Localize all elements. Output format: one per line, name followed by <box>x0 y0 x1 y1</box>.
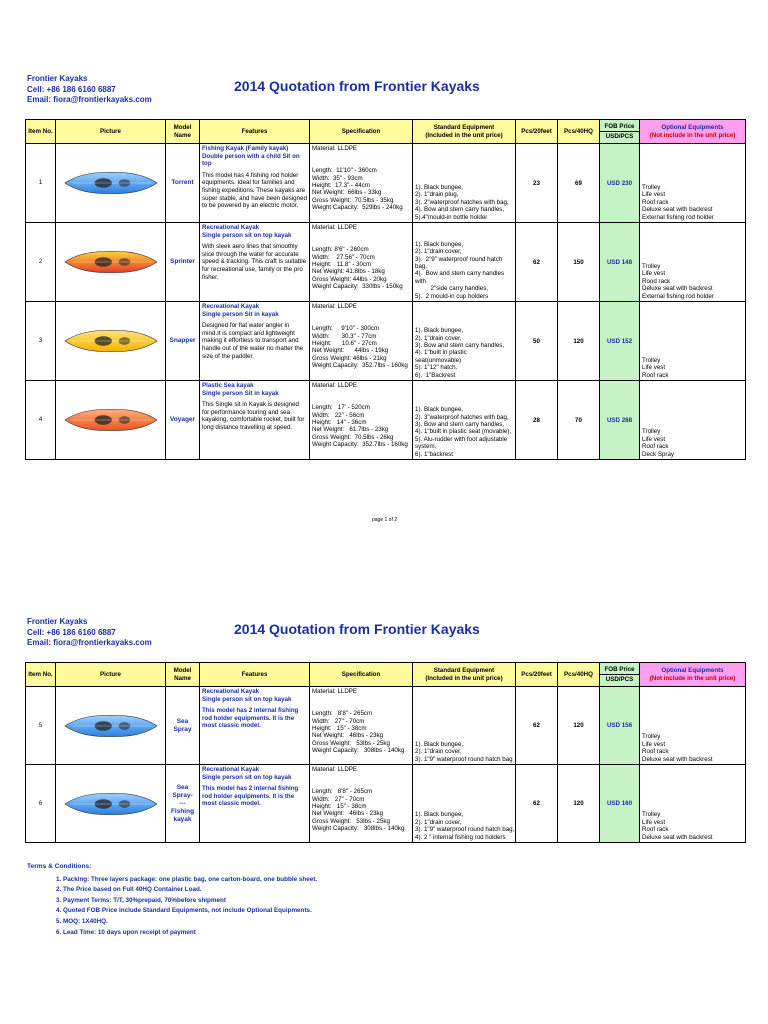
header-picture: Picture <box>56 663 166 687</box>
table-row <box>26 223 746 302</box>
header-optional-equipments <box>640 120 746 144</box>
header-features: Features <box>200 663 310 687</box>
pcs-40hq: 150 <box>558 223 600 302</box>
header-optional-equipments <box>640 663 746 687</box>
feature-title: Recreational Kayak <box>202 303 260 310</box>
item-number: 3 <box>26 302 56 381</box>
terms-item: 6. Lead Time: 10 days upon receipt of payment <box>56 928 196 936</box>
feature-subtitle: Single person Sit in kayak <box>202 389 279 397</box>
specification: Material: LLDPE Length: 8'8" - 265cm Width: 27" - 70cm Height: 15" - 38cm Net Weight: 46lbs - 23kg Gross Weight: 53lbs - 25kg Weight Capacity: 308lbs - 140kg <box>310 765 413 843</box>
item-number: 5 <box>26 687 56 765</box>
pcs-40hq: 69 <box>558 144 600 223</box>
table-row <box>26 381 746 460</box>
fob-price: USD 288 <box>600 381 640 460</box>
table-row <box>26 144 746 223</box>
company-email: Email: fiora@frontierkayaks.com <box>27 95 152 104</box>
terms-heading: Terms & Conditions: <box>27 863 92 870</box>
kayak-image <box>63 710 159 742</box>
model-name: Torrent <box>166 144 200 223</box>
item-number: 6 <box>26 765 56 843</box>
feature-title: Recreational Kayak <box>202 224 260 231</box>
features-cell <box>200 687 310 765</box>
kayak-image <box>63 247 159 277</box>
company-email: Email: fiora@frontierkayaks.com <box>27 638 152 647</box>
features-cell <box>200 302 310 381</box>
header-optional-note: (Not include in the unit price) <box>649 131 736 139</box>
features-cell <box>200 223 310 302</box>
item-number: 4 <box>26 381 56 460</box>
kayak-image <box>63 405 159 435</box>
specification: Material: LLDPE Length: 8'6" - 260cm Width: 27.56" - 70cm Height: 11.8" - 30cm Net Weight: 41.8lbs - 18kg Gross Weight: 44lbs - 20kg Weight Capacity: 330lbs - 150kg <box>310 223 413 302</box>
header-standard-equipment-note: (Included in the unit price) <box>425 674 503 682</box>
picture-cell <box>56 765 166 843</box>
item-number: 1 <box>26 144 56 223</box>
fob-price: USD 230 <box>600 144 640 223</box>
header-fob-unit: USD/PCS <box>605 133 634 140</box>
feature-description: This model has 2 internal fishing rod holder equipments. It is the most classic model. <box>202 785 299 808</box>
header-fob-price <box>600 663 640 687</box>
feature-title: Plastic Sea kayak <box>202 382 254 389</box>
features-cell <box>200 144 310 223</box>
header-pcs20: Pcs/20feet <box>516 663 558 687</box>
header-optional-note: (Not include in the unit price) <box>649 674 736 682</box>
pcs-20feet: 50 <box>516 302 558 381</box>
header-model-name: Model Name <box>166 663 200 687</box>
header-pcs40: Pcs/40HQ <box>558 663 600 687</box>
feature-title: Recreational Kayak <box>202 766 260 773</box>
header-pcs40: Pcs/40HQ <box>558 120 600 144</box>
page-title-1: 2014 Quotation from Frontier Kayaks <box>234 78 480 94</box>
company-header-2 <box>27 617 152 649</box>
terms-item: 4. Quoted FOB Price include Standard Equipments, not include Optional Equipments. <box>56 907 312 915</box>
feature-subtitle: Double person with a child Sit on top <box>202 152 300 168</box>
specification: Material: LLDPE Length: 17' - 520cm Width: 22" - 56cm Height: 14" - 36cm Net Weight: 61.7lbs - 23kg Gross Weight: 70.5lbs - 26kg Weight Capacity: 352.7lbs - 160kg <box>310 381 413 460</box>
terms-item: 5. MOQ: 1X40HQ. <box>56 917 108 925</box>
specification: Material: LLDPE Length: 11'10" - 360cm Width: 35" - 93cm Height: 17.3" - 44cm Net Weight: 66lbs - 33kg Gross Weight: 70.5lbs - 35kg Weight Capacity: 529lbs - 240kg <box>310 144 413 223</box>
header-item-no: Item No. <box>26 120 56 144</box>
company-cell: Cell: +86 186 6160 6887 <box>27 627 116 637</box>
optional-equipments: Trolley Life vest Roof rack Deluxe seat with backrest <box>640 687 746 765</box>
header-standard-equipment-label: Standard Equipment <box>433 667 495 674</box>
fob-price: USD 160 <box>600 765 640 843</box>
feature-title: Recreational Kayak <box>202 688 260 695</box>
terms-and-conditions <box>27 862 317 938</box>
features-cell <box>200 765 310 843</box>
pcs-40hq: 120 <box>558 687 600 765</box>
page-title-2: 2014 Quotation from Frontier Kayaks <box>234 621 480 637</box>
header-item-no: Item No. <box>26 663 56 687</box>
feature-subtitle: Single person Sit in kayak <box>202 310 279 318</box>
kayak-image <box>63 168 159 198</box>
header-model-name: Model Name <box>166 120 200 144</box>
standard-equipment: 1). Black bungee, 2). 3"waterproof hatches with bag, 3). Bow and stern carry handles, 4). 1"built in plastic seat (movable), 5). Alu-rudder with foot adjustable system, 6). 1"backrest <box>413 381 516 460</box>
header-features: Features <box>200 120 310 144</box>
fob-price: USD 152 <box>600 302 640 381</box>
optional-equipments: Trolley Life vest Roof rack <box>640 302 746 381</box>
feature-subtitle: Single person sit on top kayak <box>202 231 292 239</box>
picture-cell <box>56 381 166 460</box>
pcs-20feet: 28 <box>516 381 558 460</box>
optional-equipments: Trolley Life vest Rood rack Deluxe seat with backrest External fishing rod holder <box>640 223 746 302</box>
table-row <box>26 687 746 765</box>
company-name: Frontier Kayaks <box>27 74 88 83</box>
pcs-40hq: 120 <box>558 302 600 381</box>
model-name: Sea Spray- ---Fishing kayak <box>166 765 200 843</box>
terms-item: 1. Packing: Three layers package: one plastic bag, one carton-board, one bubble sheet. <box>56 875 318 883</box>
header-fob-unit: USD/PCS <box>605 676 634 683</box>
picture-cell <box>56 302 166 381</box>
quotation-table-2 <box>25 662 746 843</box>
picture-cell <box>56 223 166 302</box>
feature-description: This Single sit in Kayak is designed for performance touring and sea kayaking, comfortable rocket, built for long distance travelling at speed. <box>202 401 305 431</box>
specification: Material: LLDPE Length: 8'8" - 265cm Width: 27" - 70cm Height: 15" - 38cm Net Weight: 46lbs - 23kg Gross Weight: 53lbs - 25kg Weight Capacity: 308lbs - 140kg <box>310 687 413 765</box>
specification: Material: LLDPE Length: 9'10" - 300cm Width: 30.3" - 77cm Height: 10.6" - 27cm Net Weight: 44lbs - 19kg Gross Weight: 46lbs - 21kg Weight Capacity: 352.7lbs - 160kg <box>310 302 413 381</box>
features-cell <box>200 381 310 460</box>
header-pcs20: Pcs/20feet <box>516 120 558 144</box>
pcs-40hq: 120 <box>558 765 600 843</box>
feature-description: This model has 2 internal fishing rod holder equipments. It is the most classic model. <box>202 707 299 730</box>
feature-subtitle: Single person sit on top kayak <box>202 695 292 703</box>
header-standard-equipment <box>413 663 516 687</box>
pcs-20feet: 62 <box>516 223 558 302</box>
table-row <box>26 765 746 843</box>
company-cell: Cell: +86 186 6160 6887 <box>27 84 116 94</box>
standard-equipment: 1). Black bungee, 2). 1"drain cover, 3). Bow and stern carry handles, 4). 1"built in plastic seat(unmovable) 5). 1"12" hatch. 6). 1"Backrest <box>413 302 516 381</box>
header-picture: Picture <box>56 120 166 144</box>
pcs-20feet: 62 <box>516 765 558 843</box>
item-number: 2 <box>26 223 56 302</box>
picture-cell <box>56 144 166 223</box>
feature-description: This model has 4 fishing rod holder equipments. Ideal for families and fishing expeditions. These kayaks are super stable, and have been designed to be powered by an electric motor. <box>202 171 307 210</box>
header-fob-price <box>600 120 640 144</box>
standard-equipment: 1). Black bungee, 2). 1"drain cover, 3). 2"9" waterproof round hatch bag, 4). Bow and stern carry handles with 2"side carry handles, 5). 2 mould-in cup holders <box>413 223 516 302</box>
header-specification: Specification <box>310 120 413 144</box>
header-standard-equipment <box>413 120 516 144</box>
terms-item: 3. Payment Terms: T/T, 30%prepaid, 70%before shipment <box>56 896 226 904</box>
kayak-image <box>63 326 159 356</box>
picture-cell <box>56 687 166 765</box>
header-specification: Specification <box>310 663 413 687</box>
feature-subtitle: Single person sit on top kayak <box>202 773 292 781</box>
model-name: Sprinter <box>166 223 200 302</box>
header-optional-label: Optional Equipments <box>661 667 724 674</box>
standard-equipment: 1). Black bungee, 2). 1"drain cover, 3). 1"9" waterproof round hatch bag, 4). 2 " internal fishing rod holders <box>413 765 516 843</box>
terms-item: 2. The Price based on Full 40HQ Container Load. <box>56 886 202 894</box>
optional-equipments: Trolley Life vest Roof rack Deluxe seat with backrest External fishing rod holder <box>640 144 746 223</box>
header-fob-label: FOB Price <box>600 122 639 133</box>
header-standard-equipment-note: (Included in the unit price) <box>425 131 503 139</box>
feature-description: Designed for flat water angler in mind.It is compact and lightweight making it effortless to transport and handle out of the water no matter the size of the paddler. <box>202 322 304 360</box>
standard-equipment: 1). Black bungee, 2). 1"drain plug, 3). 2"waterproof hatches with bag, 4). Bow and stern carry handles, 5).4"mould-in bottle holder <box>413 144 516 223</box>
company-name: Frontier Kayaks <box>27 617 88 626</box>
pcs-40hq: 70 <box>558 381 600 460</box>
kayak-image <box>63 788 159 820</box>
table-row <box>26 302 746 381</box>
header-standard-equipment-label: Standard Equipment <box>433 124 495 131</box>
pcs-20feet: 23 <box>516 144 558 223</box>
model-name: Sea Spray <box>166 687 200 765</box>
header-optional-label: Optional Equipments <box>661 124 724 131</box>
fob-price: USD 148 <box>600 223 640 302</box>
pcs-20feet: 62 <box>516 687 558 765</box>
model-name: Voyager <box>166 381 200 460</box>
company-header-1 <box>27 74 152 106</box>
page-number: page 1 of 2 <box>372 517 398 523</box>
feature-description: With sleek aero lines that smoothly slice through the water for accurate speed & tracking. This craft is suitable for recreational use, family or the pro fisher. <box>202 243 307 281</box>
model-name: Snapper <box>166 302 200 381</box>
feature-title: Fishing Kayak (Family kayak) <box>202 145 289 152</box>
standard-equipment: 1). Black bungee, 2). 1"drain cover, 3). 1"9" waterproof round hatch bag <box>413 687 516 765</box>
quotation-table-1 <box>25 119 746 460</box>
fob-price: USD 156 <box>600 687 640 765</box>
header-fob-label: FOB Price <box>600 665 639 676</box>
optional-equipments: Trolley Life vest Roof rack Deluxe seat with backrest <box>640 765 746 843</box>
optional-equipments: Trolley Life vest Roof rack Deck Spray <box>640 381 746 460</box>
